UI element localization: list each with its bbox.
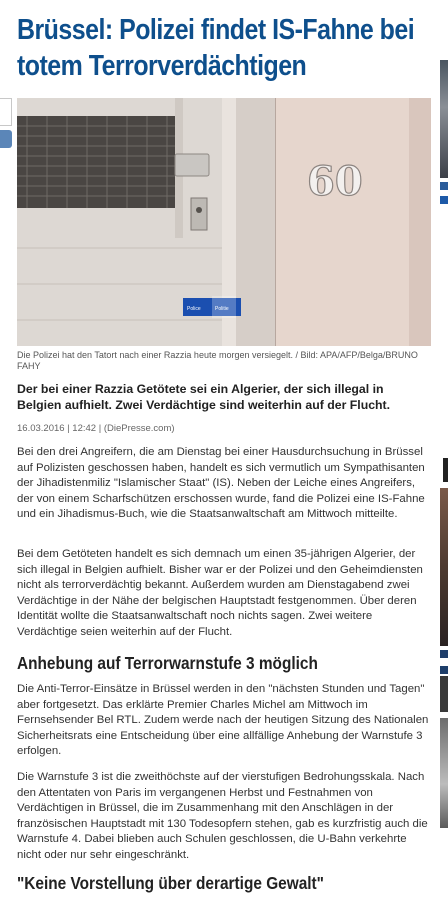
house-number: 60 bbox=[307, 158, 363, 205]
sidebar-teaser-link[interactable] bbox=[440, 650, 448, 658]
article-paragraph: Bei dem Getöteten handelt es sich demnach um einen 35-jährigen Algerier, der sich illegal in Belgien aufhielt. Bisher war er der Polizei und den Geheimdiensten nicht als terrorverdächtig bekannt. Außerdem wurden am Dienstagabend zwei Verdächtige in der Nähe der belgischen Hauptstadt festgenommen. Über deren Identität wollte die Staatsanwaltschaft noch nichts sagen. Zwei weitere Verdächtige seien weiterhin auf der Flucht. bbox=[17, 548, 423, 638]
sidebar-teaser-image[interactable] bbox=[440, 60, 448, 178]
door-photo-illustration bbox=[17, 98, 431, 346]
share-button-edge[interactable] bbox=[0, 130, 12, 148]
search-input-edge[interactable] bbox=[0, 98, 12, 126]
article-meta: 16.03.2016 | 12:42 | (DiePresse.com) bbox=[17, 423, 175, 434]
sidebar-teaser-link[interactable] bbox=[440, 182, 448, 190]
article-paragraph: Die Warnstufe 3 ist die zweithöchste auf der vierstufigen Bedrohungsskala. Nach den Attentaten von Paris im vergangenen Herbst und Festnahmen von Verdächtigen in Brüssel, die im Zusammenhang mit den Anschlägen in der französischen Hauptstadt mit 130 Todesopfern stehen, gab es kurzfristig auch die Warnstufe 4. Dabei blieben auch Schulen geschlossen, die U-Bahn verkehrte nicht oder nur sehr eingeschränkt. bbox=[17, 771, 428, 861]
seal-label: Police bbox=[187, 306, 201, 312]
article-subheading: "Keine Vorstellung über derartige Gewalt" bbox=[17, 873, 324, 893]
article-paragraph: Die Anti-Terror-Einsätze in Brüssel werden in den "nächsten Stunden und Tagen" aber fortgesetzt. Das erklärte Premier Charles Michel am Mittwoch im Fernsehsender Bel RTL. Zudem werde nach der heutigen Sitzung des Nationalen Sicherheitsrats eine Entscheidung über eine allfällige Anhebung der Warnstufe 3 erfolgen. bbox=[17, 683, 429, 757]
sidebar-teaser-image[interactable] bbox=[440, 488, 448, 646]
article-lead: Der bei einer Razzia Getötete sei ein Algerier, der sich illegal in Belgien aufhielt. Zwei Verdächtige sind weiterhin auf der Flucht. bbox=[17, 382, 391, 412]
sidebar-teaser-link[interactable] bbox=[440, 666, 448, 674]
seal-label: Politie bbox=[215, 306, 229, 312]
article-subheading: Anhebung auf Terrorwarnstufe 3 möglich bbox=[17, 653, 318, 673]
sidebar-teaser-link[interactable] bbox=[440, 196, 448, 204]
sidebar-teaser-image[interactable] bbox=[440, 676, 448, 712]
photo-caption: Die Polizei hat den Tatort nach einer Razzia heute morgen versiegelt. / Bild: APA/AFP/Belga/BRUNO FAHY bbox=[17, 350, 418, 371]
sidebar-teaser-image[interactable] bbox=[440, 718, 448, 828]
article-headline: Brüssel: Polizei findet IS-Fahne bei totem Terrorverdächtigen bbox=[17, 14, 415, 82]
article-paragraph: Bei den drei Angreifern, die am Dienstag bei einer Hausdurchsuchung in Brüssel auf Polizisten geschossen haben, handelt es sich vermutlich um Sympathisanten der Jihadistenmiliz "Islamischer Staat" (IS). Neben der Leiche eines Angreifers, der von einem Scharfschützen erschossen wurde, fand die Polizei eine IS-Fahne und ein Jihadismus-Buch, wie die Staatsanwaltschaft am Mittwoch mitteilte. bbox=[17, 446, 425, 520]
article-photo bbox=[17, 98, 431, 346]
sidebar-divider bbox=[443, 458, 448, 482]
